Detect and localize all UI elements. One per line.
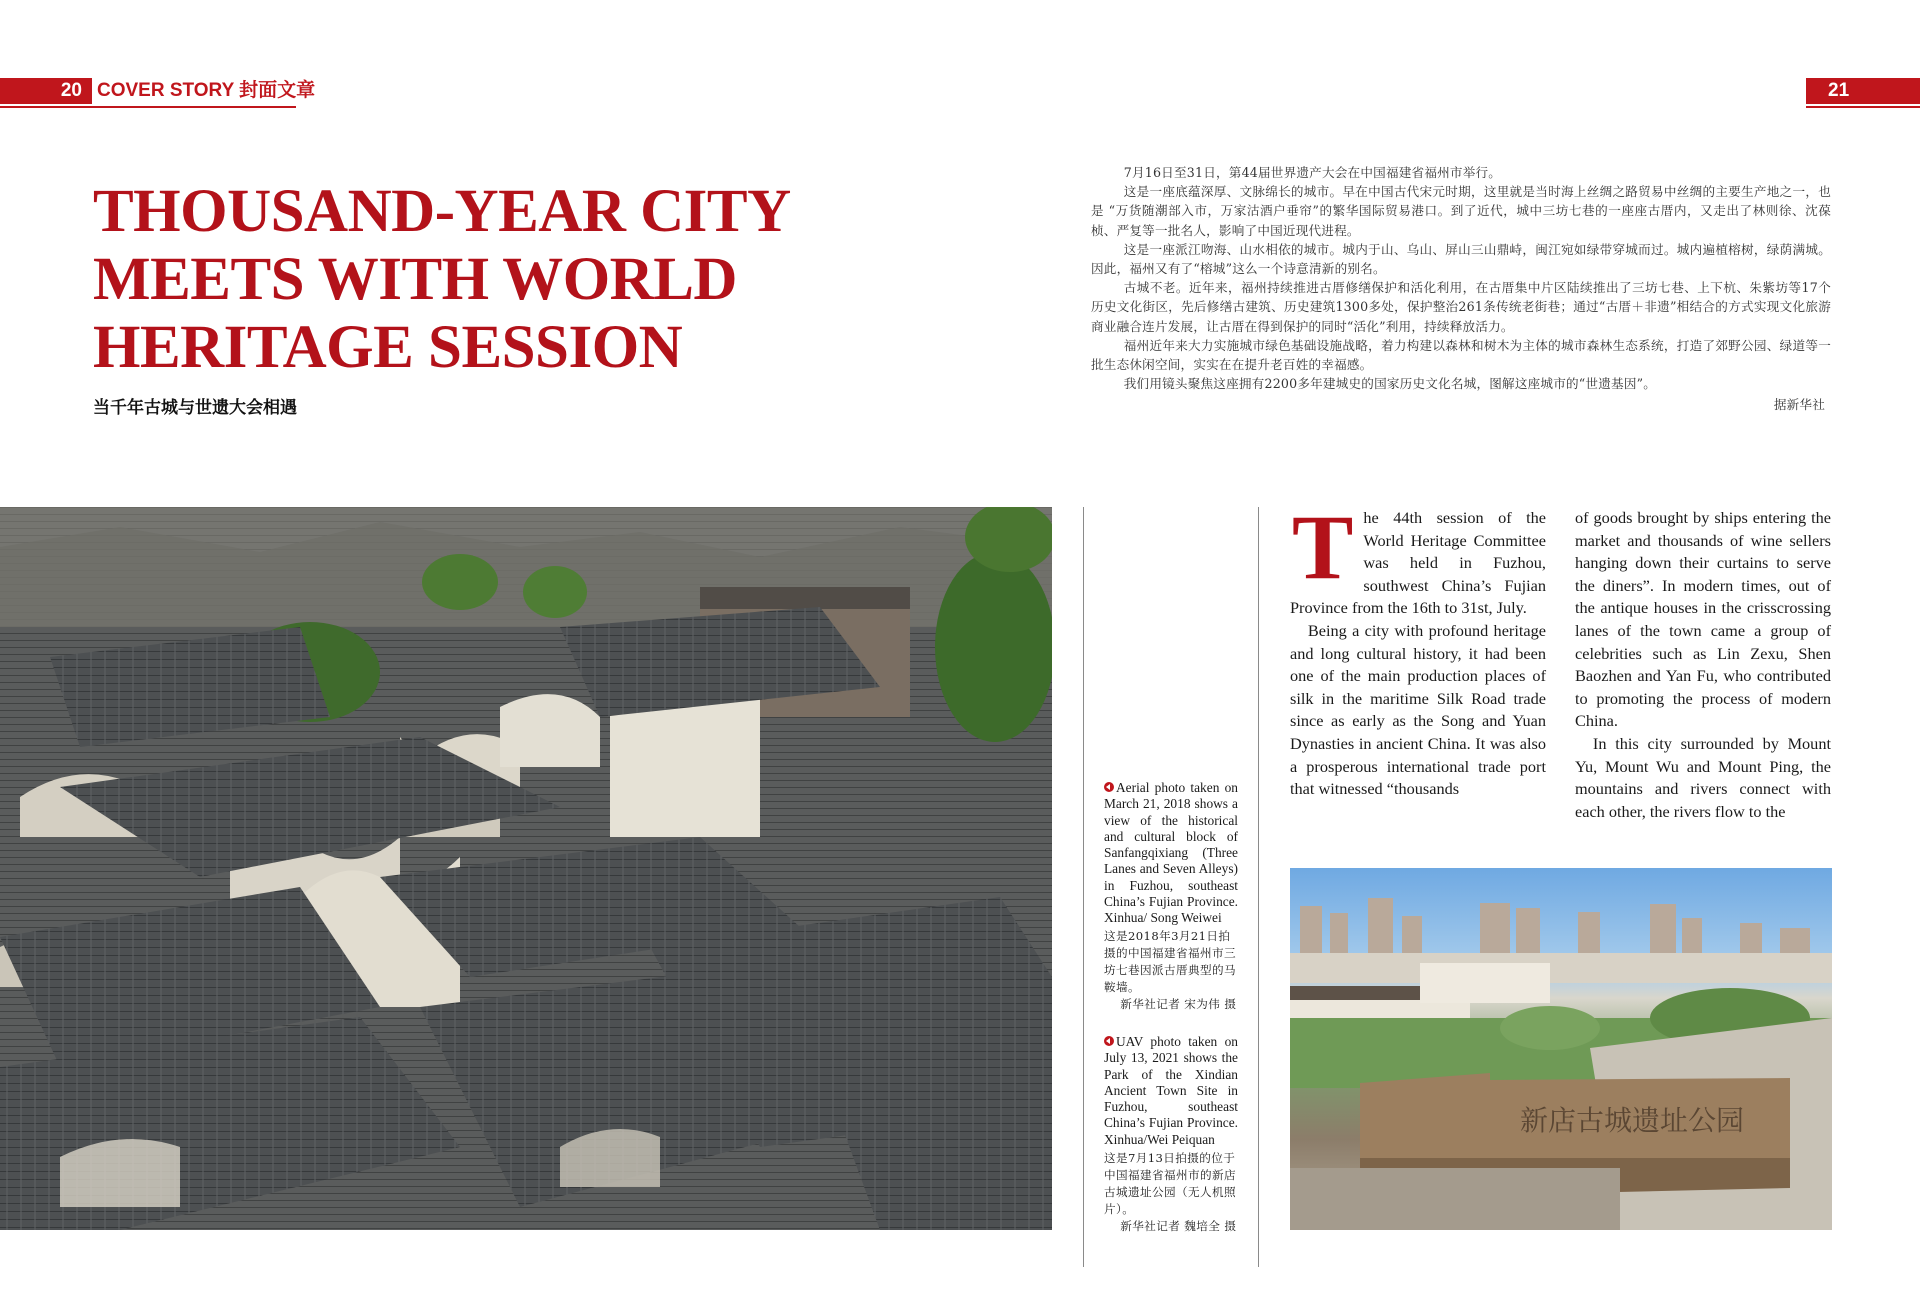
article-title [93,178,813,382]
photo-caption-1-cn [1104,928,1238,1013]
body-paragraph: In this city surrounded by Mount Yu, Mount Wu and Mount Ping, the mountains and rivers connect with each other, the rivers flow to the [1575,733,1831,821]
body-column-2 [1575,507,1831,823]
body-column-1 [1290,496,1546,801]
header-rule-right [1806,106,1920,108]
park-sign-text: 新店古城遗址公园 [1520,1104,1745,1137]
left-page-number: 20 [0,78,92,104]
rooftops-illustration [0,507,1052,1230]
photo-caption-2 [1104,1034,1238,1148]
caption-text: Aerial photo taken on March 21, 2018 shows a view of the historical and cultural block of Sanfangqixiang (Three Lanes and Seven Alleys) in Fuzhou, southeast China’s Fujian Province. Xinhua/ Song Weiwei [1104,780,1238,926]
title-line: HERITAGE SESSION [93,314,683,381]
park-photo [1290,868,1832,1230]
photo-caption-2-cn [1104,1150,1238,1235]
caption-cn-byline: 新华社记者 魏培全 摄 [1120,1219,1237,1233]
rooftops-photo [0,507,1052,1230]
drop-cap: T [1292,496,1354,598]
left-page-header [0,78,316,107]
section-label: COVER STORY 封面文章 [97,80,316,101]
intro-paragraph: 这是一座底蕴深厚、文脉绵长的城市。早在中国古代宋元时期，这里就是当时海上丝绸之路贸易中丝绸的主要生产地之一，也是 “万货随潮部入市，万家沽酒户垂帘”的繁华国际贸易港口。到了近代，城中三坊七巷的一座座古厝内，又走出了林则徐、沈葆桢、严复等一批名人，影响了中国近现代进程。 [1091,184,1831,238]
header-rule [0,106,296,108]
right-page-number: 21 [1806,78,1920,104]
body-paragraph: of goods brought by ships entering the market and thousands of wine sellers hanging down their curtains to serve the diners”. In modern times, out of the antique houses in the crisscrossing lanes of the town came a group of celebrities such as Lin Zexu, Shen Baozhen and Yan Fu, who contributed to promoting the process of modern China. [1575,508,1831,731]
intro-credit: 据新华社 [1773,397,1825,413]
caption-cn-text: 这是2018年3月21日拍摄的中国福建省福州市三坊七巷因派古厝典型的马鞍墙。 [1104,929,1236,994]
title-line: MEETS WITH WORLD [93,246,737,313]
intro-paragraph: 福州近年来大力实施城市绿色基础设施战略，着力构建以森林和树木为主体的城市森林生态系统，打造了郊野公园、绿道等一批生态休闲空间，实实在在提升老百姓的幸福感。 [1091,337,1831,373]
title-line: THOUSAND-YEAR CITY [93,178,791,245]
caption-text: UAV photo taken on July 13, 2021 shows the Park of the Xindian Ancient Town Site in Fuzhou, southeast China’s Fujian Province. Xinhua/Wei Peiquan [1104,1034,1238,1147]
intro-paragraph: 7月16日至31日，第44届世界遗产大会在中国福建省福州市举行。 [1123,165,1502,180]
caption-arrow-icon [1104,782,1114,792]
column-divider [1083,507,1084,1267]
caption-cn-text: 这是7月13日拍摄的位于中国福建省福州市的新店古城遗址公园（无人机照片）。 [1104,1151,1236,1216]
body-paragraph: Being a city with profound heritage and long cultural history, it had been one of the main production places of silk in the maritime Silk Road trade since as early as the Song and Yuan Dynasties in ancient China. It was also a prosperous international trade port that witnessed “thousands [1290,620,1546,799]
caption-arrow-icon [1104,1036,1114,1046]
intro-paragraph: 这是一座派江吻海、山水相依的城市。城内于山、乌山、屏山三山鼎峙，闽江宛如绿带穿城而过。城内遍植榕树，绿荫满城。因此，福州又有了“榕城”这么一个诗意清新的别名。 [1091,241,1831,277]
body-paragraph: he 44th session of the World Heritage Committee was held in Fuzhou, southwest China’s Fujian Province from the 16th to 31st, July. [1290,508,1546,618]
intro-paragraph: 古城不老。近年来，福州持续推进古厝修缮保护和活化利用，在古厝集中片区陆续推出了三坊七巷、上下杭、朱紫坊等17个历史文化街区，先后修缮古建筑、历史建筑1300多处，保护整治261条传统老街巷；通过“古厝＋非遗”相结合的方式实现文化旅游商业融合连片发展，让古厝在得到保护的同时“活化”利用，持续释放活力。 [1091,280,1831,334]
article-subtitle: 当千年古城与世遗大会相遇 [93,398,297,418]
chinese-intro [1091,163,1831,415]
photo-caption-1 [1104,780,1238,927]
right-page-header [1806,78,1920,107]
column-divider [1258,507,1259,1267]
caption-cn-byline: 新华社记者 宋为伟 摄 [1120,997,1237,1011]
park-illustration [1290,868,1832,1230]
intro-paragraph: 我们用镜头聚焦这座拥有2200多年建城史的国家历史文化名城，图解这座城市的“世遗基因”。 [1123,376,1657,392]
